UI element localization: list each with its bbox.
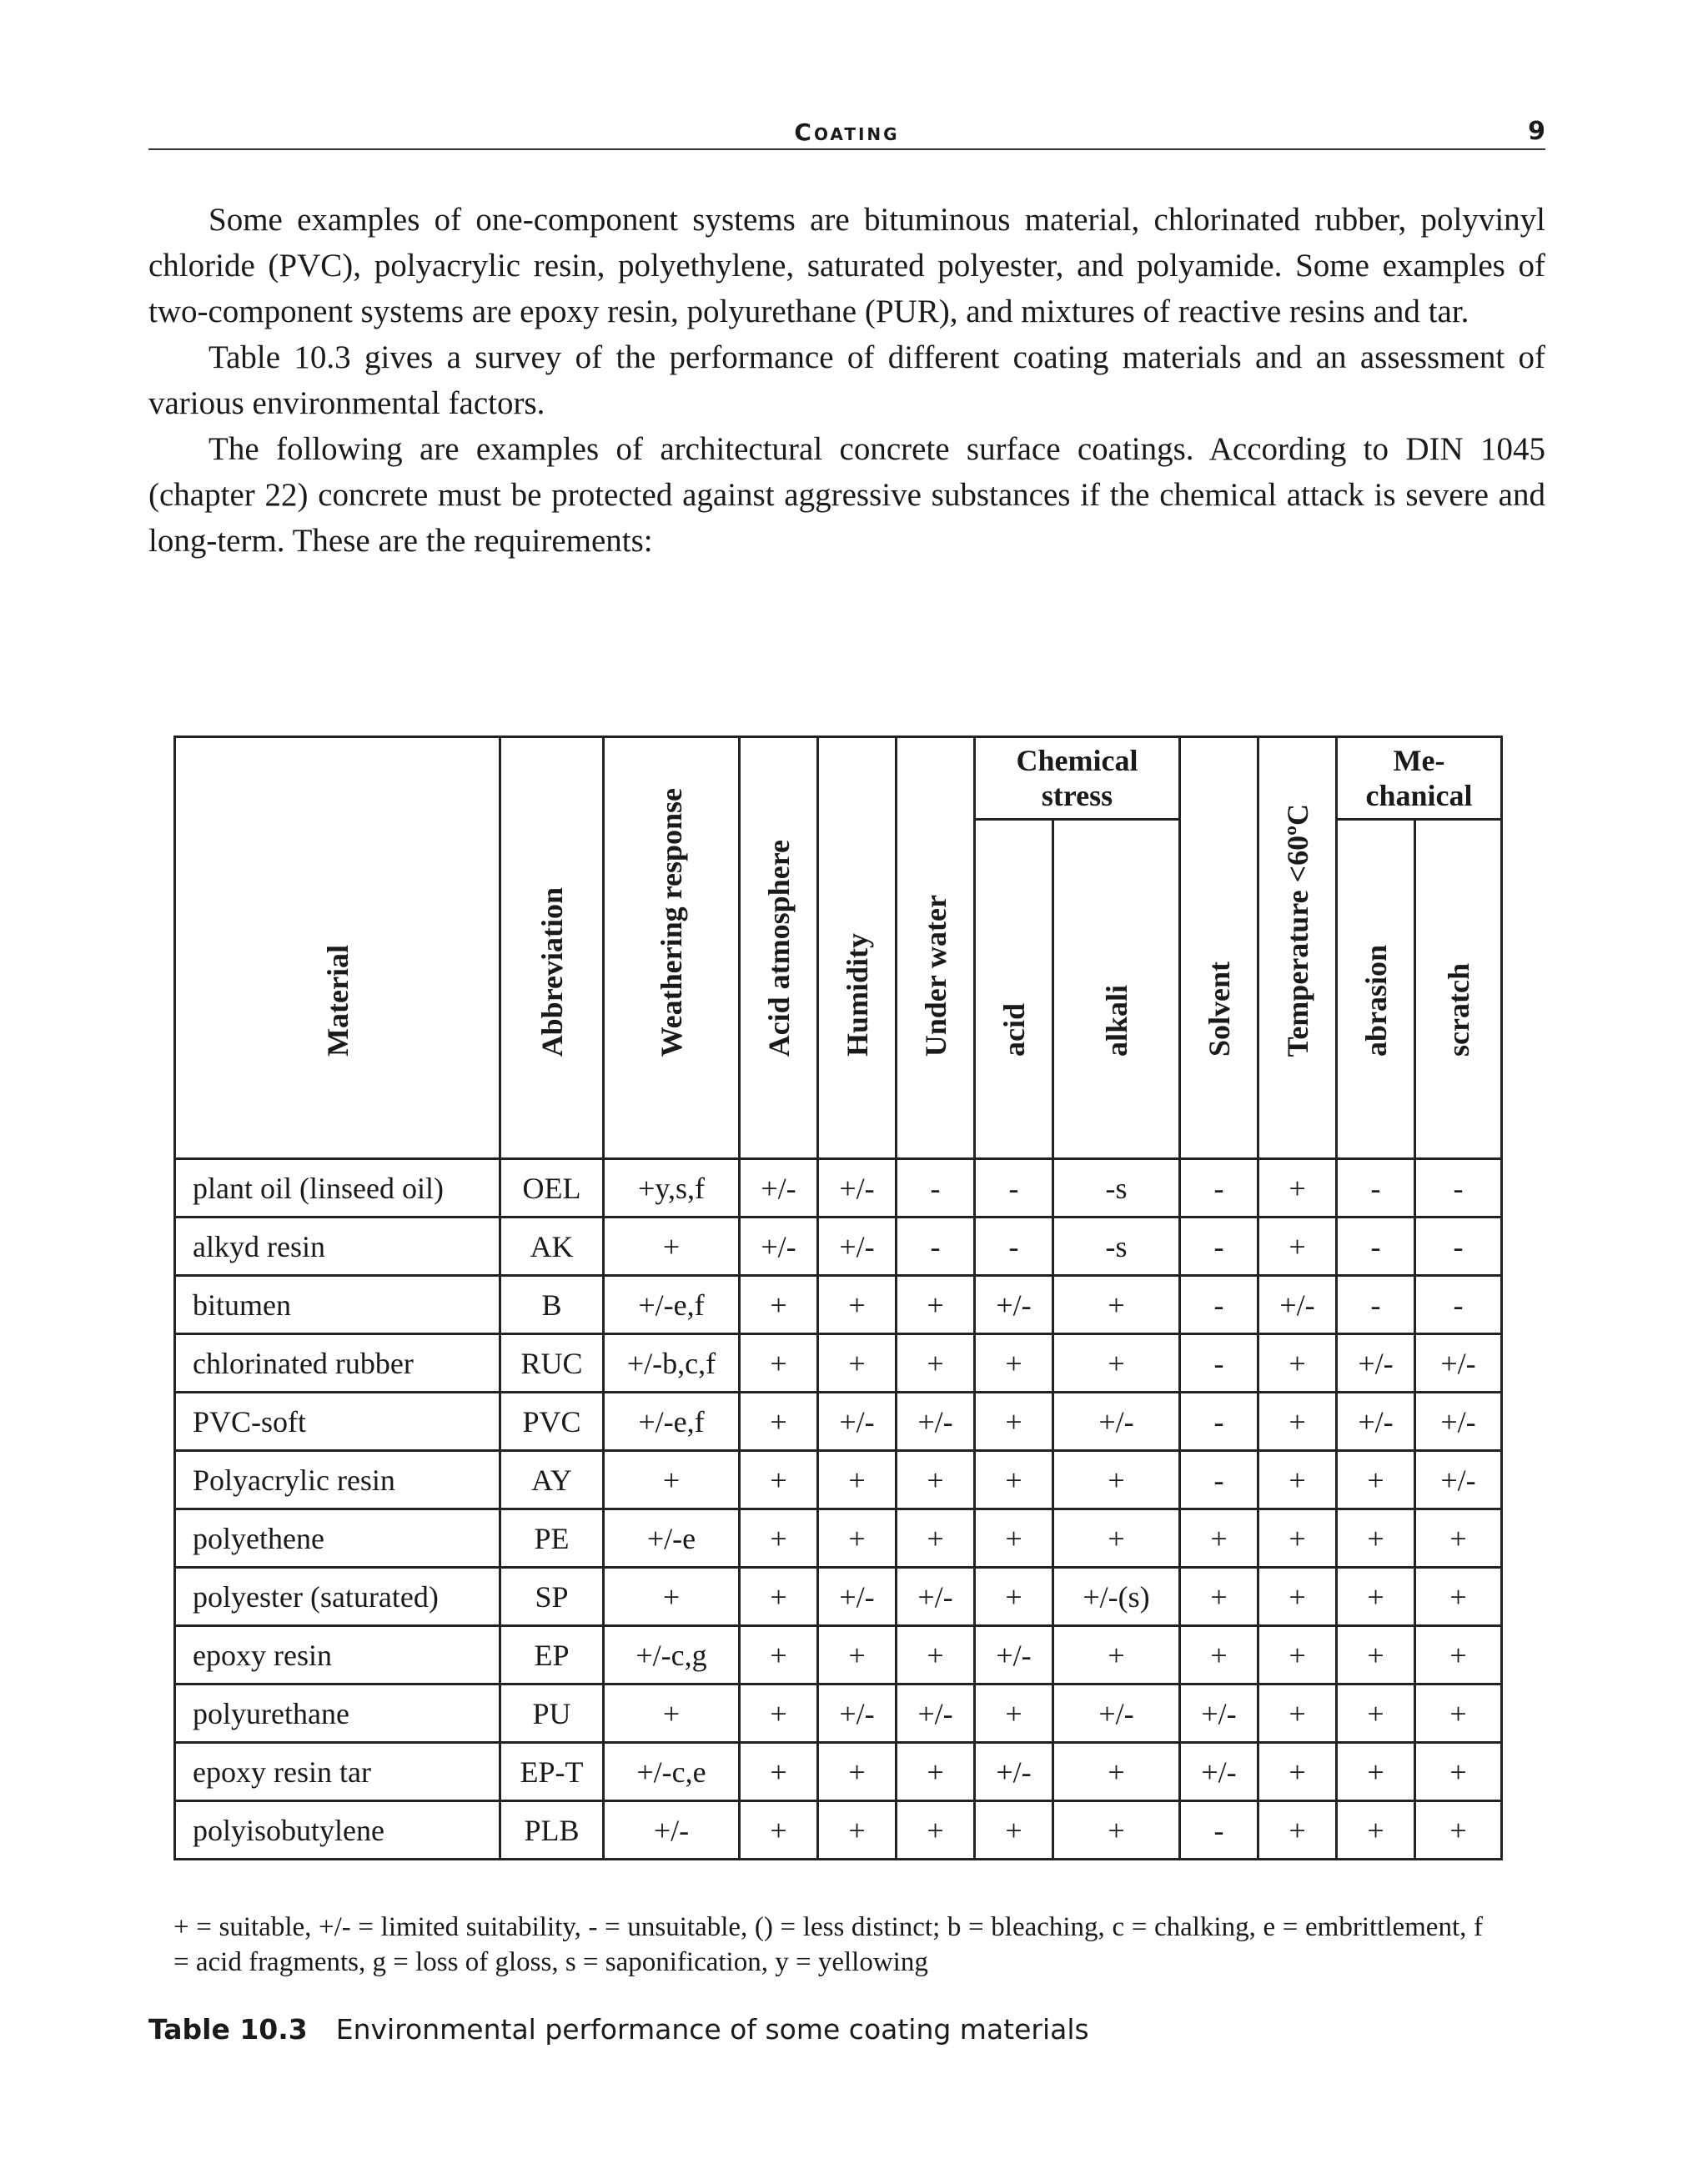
rating-cell: + — [1258, 1684, 1337, 1743]
table-row — [175, 1626, 1502, 1684]
rating-cell: +/- — [897, 1393, 975, 1451]
rating-cell: + — [897, 1509, 975, 1568]
rating-cell: +/- — [1415, 1393, 1502, 1451]
rating-cell: + — [1258, 1451, 1337, 1509]
material-cell: polyester (saturated) — [175, 1568, 500, 1626]
rating-cell: +/- — [1337, 1334, 1415, 1393]
header-under-water — [897, 737, 975, 1159]
header-material — [175, 737, 500, 1159]
rating-cell: - — [1415, 1218, 1502, 1276]
rating-cell: + — [740, 1509, 818, 1568]
rating-cell: + — [1258, 1801, 1337, 1860]
rating-cell: + — [1258, 1159, 1337, 1218]
rating-cell: + — [975, 1509, 1053, 1568]
rating-cell: + — [740, 1801, 818, 1860]
rating-cell: + — [1258, 1334, 1337, 1393]
abbreviation-cell: SP — [500, 1568, 604, 1626]
rating-cell: - — [1180, 1218, 1258, 1276]
header-under-water-label: Under water — [918, 894, 952, 1057]
rating-cell: +/- — [1180, 1743, 1258, 1801]
rating-cell: + — [975, 1568, 1053, 1626]
header-scratch — [1415, 820, 1502, 1159]
material-cell: PVC-soft — [175, 1393, 500, 1451]
rating-cell: - — [1180, 1159, 1258, 1218]
rating-cell: +/- — [740, 1159, 818, 1218]
rating-cell: + — [897, 1743, 975, 1801]
rating-cell: + — [818, 1276, 897, 1334]
rating-cell: + — [897, 1451, 975, 1509]
rating-cell: + — [1258, 1743, 1337, 1801]
header-humidity-label: Humidity — [840, 932, 874, 1057]
header-chemical-stress — [975, 737, 1180, 820]
abbreviation-cell: B — [500, 1276, 604, 1334]
rating-cell: + — [604, 1568, 740, 1626]
rating-cell: + — [975, 1801, 1053, 1860]
table-caption — [148, 2013, 1089, 2046]
header-acid — [975, 820, 1053, 1159]
paragraph: Some examples of one-component systems are bituminous material, chlorinated rubber, polyvinyl chloride (PVC), polyacrylic resin, polyethylene, saturated polyester, and polyamide. Some examples of two-component systems are epoxy resin, polyurethane (PUR), and mixtures of reactive resins and tar. — [148, 202, 1545, 329]
rating-cell: + — [1258, 1626, 1337, 1684]
rating-cell: + — [1258, 1218, 1337, 1276]
caption-text: Environmental performance of some coating materials — [335, 2013, 1089, 2046]
rating-cell: +/- — [1337, 1393, 1415, 1451]
rating-cell: + — [818, 1801, 897, 1860]
rating-cell: + — [818, 1451, 897, 1509]
rating-cell: +/-e — [604, 1509, 740, 1568]
rating-cell: +/- — [818, 1393, 897, 1451]
table-row — [175, 1568, 1502, 1626]
rating-cell: + — [897, 1801, 975, 1860]
header-abbreviation-label: Abbreviation — [535, 886, 569, 1057]
paragraph: Table 10.3 gives a survey of the performance of different coating materials and an assessment of various environmental factors. — [148, 339, 1545, 421]
abbreviation-cell: OEL — [500, 1159, 604, 1218]
header-solvent-label: Solvent — [1202, 961, 1236, 1057]
paragraph: The following are examples of architectural concrete surface coatings. According to DIN 1045 (chapter 22) concrete must be protected against aggressive substances if the chemical attack is severe and long-term. These are the requirements: — [148, 431, 1545, 559]
environmental-performance-table — [173, 736, 1503, 1860]
material-cell: polyurethane — [175, 1684, 500, 1743]
table-row — [175, 1393, 1502, 1451]
rating-cell: + — [1415, 1801, 1502, 1860]
rating-cell: + — [1337, 1684, 1415, 1743]
material-cell: bitumen — [175, 1276, 500, 1334]
page-number: 9 — [1528, 117, 1545, 146]
rating-cell: +/- — [1053, 1393, 1180, 1451]
rating-cell: - — [1180, 1334, 1258, 1393]
rating-cell: + — [818, 1743, 897, 1801]
material-cell: alkyd resin — [175, 1218, 500, 1276]
rating-cell: - — [975, 1218, 1053, 1276]
header-material-label: Material — [320, 945, 354, 1057]
header-chemical-stress-label: Chemical stress — [1016, 744, 1138, 812]
rating-cell: + — [818, 1626, 897, 1684]
body-text — [148, 197, 1545, 564]
table-row — [175, 1159, 1502, 1218]
header-temperature-label: Temperature <60ºC — [1280, 803, 1314, 1057]
table-legend: + = suitable, +/- = limited suitability, - = unsuitable, () = less distinct; b = bleaching, c = chalking, e = embrittlement, f = acid fragments, g = loss of gloss, s = saponification, y = yellowing — [173, 1912, 1483, 1977]
abbreviation-cell: PE — [500, 1509, 604, 1568]
rating-cell: +/- — [818, 1684, 897, 1743]
material-cell: plant oil (linseed oil) — [175, 1159, 500, 1218]
caption-label: Table 10.3 — [148, 2013, 308, 2046]
rating-cell: + — [1337, 1568, 1415, 1626]
header-alkali — [1053, 820, 1180, 1159]
rating-cell: +/- — [897, 1568, 975, 1626]
rating-cell: + — [1337, 1509, 1415, 1568]
rating-cell: +/-b,c,f — [604, 1334, 740, 1393]
rating-cell: + — [975, 1684, 1053, 1743]
rating-cell: + — [740, 1451, 818, 1509]
rating-cell: +/- — [1053, 1684, 1180, 1743]
rating-cell: + — [897, 1276, 975, 1334]
rating-cell: -s — [1053, 1218, 1180, 1276]
rating-cell: + — [1053, 1743, 1180, 1801]
rating-cell: + — [740, 1334, 818, 1393]
abbreviation-cell: AY — [500, 1451, 604, 1509]
rating-cell: + — [1180, 1509, 1258, 1568]
rating-cell: + — [897, 1334, 975, 1393]
rating-cell: - — [1337, 1159, 1415, 1218]
rating-cell: + — [1415, 1568, 1502, 1626]
rating-cell: - — [1415, 1276, 1502, 1334]
rating-cell: + — [1258, 1393, 1337, 1451]
rating-cell: - — [1337, 1218, 1415, 1276]
rating-cell: + — [975, 1393, 1053, 1451]
rating-cell: + — [818, 1509, 897, 1568]
rating-cell: + — [740, 1684, 818, 1743]
rating-cell: +/- — [1180, 1684, 1258, 1743]
rating-cell: -s — [1053, 1159, 1180, 1218]
header-mechanical — [1337, 737, 1502, 820]
rating-cell: + — [740, 1743, 818, 1801]
rating-cell: + — [604, 1684, 740, 1743]
abbreviation-cell: PVC — [500, 1393, 604, 1451]
rating-cell: + — [1053, 1626, 1180, 1684]
header-humidity — [818, 737, 897, 1159]
rating-cell: + — [740, 1626, 818, 1684]
rating-cell: +/- — [818, 1159, 897, 1218]
table-row — [175, 1509, 1502, 1568]
rating-cell: - — [1337, 1276, 1415, 1334]
rating-cell: + — [975, 1334, 1053, 1393]
rating-cell: +/- — [604, 1801, 740, 1860]
table-row — [175, 1743, 1502, 1801]
material-cell: Polyacrylic resin — [175, 1451, 500, 1509]
header-abbreviation — [500, 737, 604, 1159]
rating-cell: +y,s,f — [604, 1159, 740, 1218]
rating-cell: + — [1258, 1568, 1337, 1626]
rating-cell: + — [740, 1568, 818, 1626]
header-acid-label: acid — [997, 1002, 1031, 1057]
rating-cell: + — [1180, 1568, 1258, 1626]
rating-cell: + — [604, 1218, 740, 1276]
rating-cell: - — [1415, 1159, 1502, 1218]
header-weathering-label: Weathering response — [655, 787, 688, 1057]
rating-cell: + — [1415, 1509, 1502, 1568]
table-row — [175, 1451, 1502, 1509]
rating-cell: + — [1415, 1684, 1502, 1743]
table-row — [175, 1218, 1502, 1276]
header-weathering — [604, 737, 740, 1159]
material-cell: epoxy resin — [175, 1626, 500, 1684]
rating-cell: + — [1053, 1451, 1180, 1509]
rating-cell: +/- — [975, 1276, 1053, 1334]
rating-cell: +/- — [975, 1743, 1053, 1801]
rating-cell: - — [1180, 1393, 1258, 1451]
material-cell: polyisobutylene — [175, 1801, 500, 1860]
rating-cell: +/-e,f — [604, 1276, 740, 1334]
rating-cell: + — [1415, 1626, 1502, 1684]
header-temperature — [1258, 737, 1337, 1159]
table-row — [175, 1801, 1502, 1860]
material-cell: epoxy resin tar — [175, 1743, 500, 1801]
rating-cell: + — [1053, 1801, 1180, 1860]
header-acid-atmosphere-label: Acid atmosphere — [761, 839, 796, 1057]
header-acid-atmosphere — [740, 737, 818, 1159]
table-row — [175, 1276, 1502, 1334]
rating-cell: + — [1053, 1509, 1180, 1568]
rating-cell: +/-c,e — [604, 1743, 740, 1801]
header-solvent — [1180, 737, 1258, 1159]
rating-cell: + — [1053, 1334, 1180, 1393]
table-row — [175, 1684, 1502, 1743]
rating-cell: +/- — [1258, 1276, 1337, 1334]
rating-cell: + — [897, 1626, 975, 1684]
rating-cell: - — [1180, 1801, 1258, 1860]
rating-cell: - — [897, 1218, 975, 1276]
rating-cell: + — [1337, 1626, 1415, 1684]
rating-cell: + — [1180, 1626, 1258, 1684]
rating-cell: +/- — [818, 1568, 897, 1626]
rating-cell: +/- — [740, 1218, 818, 1276]
abbreviation-cell: PU — [500, 1684, 604, 1743]
abbreviation-cell: AK — [500, 1218, 604, 1276]
rating-cell: + — [1337, 1743, 1415, 1801]
rating-cell: + — [1053, 1276, 1180, 1334]
rating-cell: + — [604, 1451, 740, 1509]
rating-cell: + — [1415, 1743, 1502, 1801]
header-abrasion-label: abrasion — [1359, 944, 1393, 1057]
rating-cell: +/-c,g — [604, 1626, 740, 1684]
table-body — [175, 1159, 1502, 1860]
rating-cell: - — [897, 1159, 975, 1218]
abbreviation-cell: PLB — [500, 1801, 604, 1860]
material-cell: chlorinated rubber — [175, 1334, 500, 1393]
header-scratch-label: scratch — [1441, 963, 1475, 1057]
rating-cell: +/- — [975, 1626, 1053, 1684]
material-cell: polyethene — [175, 1509, 500, 1568]
rating-cell: +/- — [897, 1684, 975, 1743]
rating-cell: + — [1337, 1801, 1415, 1860]
header-mechanical-label: Me-chanical — [1365, 744, 1473, 812]
rating-cell: +/-(s) — [1053, 1568, 1180, 1626]
running-head — [148, 117, 1545, 150]
rating-cell: + — [740, 1276, 818, 1334]
rating-cell: +/- — [1415, 1334, 1502, 1393]
rating-cell: + — [1258, 1509, 1337, 1568]
rating-cell: - — [1180, 1451, 1258, 1509]
rating-cell: + — [1337, 1451, 1415, 1509]
table-row — [175, 1334, 1502, 1393]
header-abrasion — [1337, 820, 1415, 1159]
running-title: Coating — [794, 118, 900, 146]
rating-cell: +/- — [1415, 1451, 1502, 1509]
rating-cell: +/- — [818, 1218, 897, 1276]
rating-cell: + — [740, 1393, 818, 1451]
rating-cell: +/-e,f — [604, 1393, 740, 1451]
abbreviation-cell: RUC — [500, 1334, 604, 1393]
rating-cell: + — [818, 1334, 897, 1393]
header-alkali-label: alkali — [1099, 984, 1133, 1057]
abbreviation-cell: EP — [500, 1626, 604, 1684]
rating-cell: - — [975, 1159, 1053, 1218]
abbreviation-cell: EP-T — [500, 1743, 604, 1801]
rating-cell: - — [1180, 1276, 1258, 1334]
rating-cell: + — [975, 1451, 1053, 1509]
